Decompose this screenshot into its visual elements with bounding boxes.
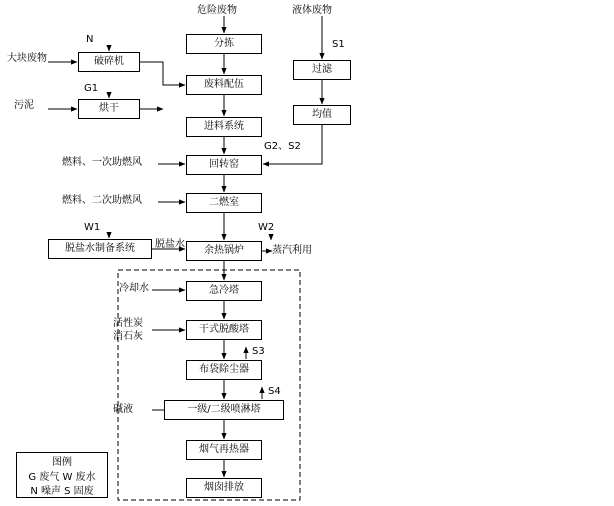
- label-solid-s3: S3: [252, 346, 265, 357]
- box-label: 烟气再热器: [199, 444, 249, 456]
- box-flue-gas-reheater[interactable]: [186, 440, 262, 460]
- box-filter[interactable]: [293, 60, 351, 80]
- label-secondary-combustion-air: 燃料、二次助燃风: [62, 195, 142, 206]
- legend-box: [16, 452, 108, 498]
- box-label: 均值: [312, 109, 332, 121]
- box-label: 烟囱排放: [204, 482, 244, 494]
- label-hazardous-waste: 危险废物: [197, 5, 237, 16]
- box-dryer[interactable]: [78, 99, 140, 119]
- box-label: 回转窑: [209, 159, 239, 171]
- box-quench-tower[interactable]: [186, 281, 262, 301]
- box-label: 布袋除尘器: [199, 364, 249, 376]
- legend-title: 图例: [52, 457, 72, 468]
- box-second-combustion-chamber[interactable]: [186, 193, 262, 213]
- box-label: 破碎机: [94, 56, 124, 68]
- box-homogenize[interactable]: [293, 105, 351, 125]
- box-label: 余热锅炉: [204, 245, 244, 257]
- box-label: 脱盐水制备系统: [65, 243, 135, 255]
- legend-line-1: G 废气 W 废水: [28, 471, 96, 483]
- label-noise-n: N: [86, 34, 94, 45]
- box-bag-filter[interactable]: [186, 360, 262, 380]
- label-liquid-waste: 液体废物: [292, 5, 332, 16]
- box-desalination-system[interactable]: [48, 239, 152, 259]
- box-label: 干式脱酸塔: [199, 324, 249, 336]
- label-solid-s1: S1: [332, 39, 345, 50]
- label-desalted-water: 脱盐水: [155, 239, 185, 250]
- label-wastewater-w1: W1: [84, 222, 101, 233]
- label-activated-carbon: 活性炭: [113, 318, 143, 329]
- box-blending[interactable]: [186, 75, 262, 95]
- box-sorting[interactable]: [186, 34, 262, 54]
- label-gas-solid-g2-s2: G2、S2: [264, 141, 301, 152]
- box-label: 进料系统: [204, 121, 244, 133]
- box-label: 过滤: [312, 64, 332, 76]
- label-gas-g1: G1: [84, 83, 99, 94]
- label-solid-s4: S4: [268, 386, 281, 397]
- label-sludge: 污泥: [14, 100, 34, 111]
- box-feeding-system[interactable]: [186, 117, 262, 137]
- label-wastewater-w2: W2: [258, 222, 275, 233]
- box-waste-heat-boiler[interactable]: [186, 241, 262, 261]
- label-steam-utilization: 蒸汽利用: [272, 245, 312, 256]
- box-spray-tower[interactable]: [164, 400, 284, 420]
- legend-line-2: N 噪声 S 固废: [30, 486, 94, 497]
- box-label: 急冷塔: [209, 285, 239, 297]
- box-dry-deacidification-tower[interactable]: [186, 320, 262, 340]
- box-stack-emission[interactable]: [186, 478, 262, 498]
- label-primary-combustion-air: 燃料、一次助燃风: [62, 157, 142, 168]
- box-label: 烘干: [99, 103, 119, 115]
- box-crusher[interactable]: [78, 52, 140, 72]
- box-rotary-kiln[interactable]: [186, 155, 262, 175]
- label-alkali-solution: 碱液: [113, 404, 133, 415]
- box-label: 一级/二级喷淋塔: [187, 404, 261, 416]
- box-label: 二燃室: [209, 197, 239, 209]
- label-slaked-lime: 消石灰: [113, 331, 143, 342]
- box-label: 分拣: [214, 38, 234, 50]
- label-bulk-waste: 大块废物: [7, 53, 47, 64]
- label-cooling-water: 冷却水: [119, 283, 149, 294]
- box-label: 废料配伍: [204, 79, 244, 91]
